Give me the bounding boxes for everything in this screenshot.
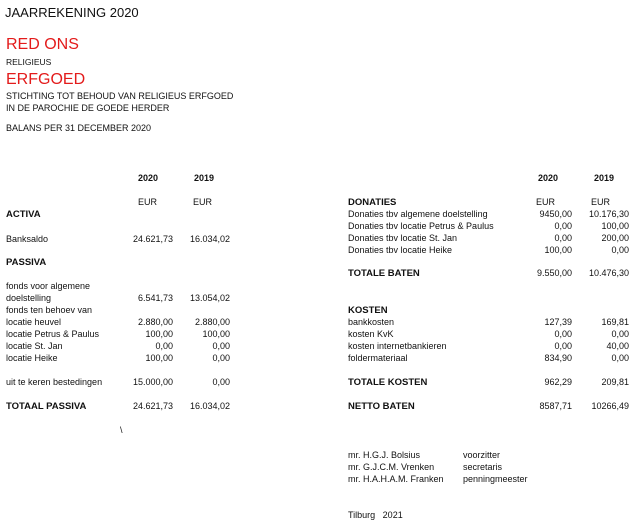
total-costs-label: TOTALE KOSTEN bbox=[348, 377, 428, 388]
spend-2020: 15.000,00 bbox=[132, 377, 173, 387]
board-member-role: secretaris bbox=[463, 462, 503, 472]
cost-row-2019: 0,00 bbox=[611, 353, 629, 363]
balance-currency-2019: EUR bbox=[193, 197, 213, 207]
cost-row-2020: 0,00 bbox=[554, 329, 572, 339]
donation-row-label: Donaties tbv locatie Heike bbox=[348, 245, 453, 255]
cost-row-2019: 169,81 bbox=[601, 317, 629, 327]
cost-row-2019: 0,00 bbox=[611, 329, 629, 339]
cost-row-label: bankkosten bbox=[348, 317, 395, 327]
banksaldo-label: Banksaldo bbox=[6, 234, 49, 244]
balance-year-2019-header: 2019 bbox=[193, 173, 214, 183]
logo-line-religieus: RELIGIEUS bbox=[6, 57, 52, 67]
income-year-2020-header: 2020 bbox=[537, 173, 558, 183]
passiva-row-2020: 2.880,00 bbox=[137, 317, 173, 327]
balance-currency-2020: EUR bbox=[138, 197, 158, 207]
passiva-row-2019: 0,00 bbox=[212, 353, 230, 363]
passiva-row-label: locatie Heike bbox=[6, 353, 58, 363]
board-member-name: mr. G.J.C.M. Vrenken bbox=[348, 462, 435, 472]
balance-year-2020-header: 2020 bbox=[137, 173, 158, 183]
passiva-row-2020: 100,00 bbox=[145, 329, 173, 339]
board-member-name: mr. H.A.H.A.M. Franken bbox=[348, 474, 444, 484]
donation-row-label: Donaties tbv locatie Petrus & Paulus bbox=[348, 221, 494, 231]
fund-general-label-line2: doelstelling bbox=[6, 293, 52, 303]
foundation-name-line1: STICHTING TOT BEHOUD VAN RELIGIEUS ERFGOED bbox=[6, 91, 234, 101]
foundation-name-line2: IN DE PAROCHIE DE GOEDE HERDER bbox=[6, 103, 170, 113]
banksaldo-2020: 24.621,73 bbox=[132, 234, 173, 244]
passiva-row-2019: 2.880,00 bbox=[194, 317, 230, 327]
income-currency-2019: EUR bbox=[591, 197, 611, 207]
donations-heading: DONATIES bbox=[348, 197, 397, 208]
cost-row-2020: 0,00 bbox=[554, 341, 572, 351]
donation-row-label: Donaties tbv algemene doelstelling bbox=[348, 209, 488, 219]
total-costs-2019: 209,81 bbox=[601, 377, 629, 387]
net-income-2019: 10266,49 bbox=[591, 401, 629, 411]
passiva-heading: PASSIVA bbox=[6, 257, 47, 268]
income-currency-2020: EUR bbox=[536, 197, 556, 207]
passiva-row-2020: 100,00 bbox=[145, 353, 173, 363]
donation-row-2019: 200,00 bbox=[601, 233, 629, 243]
stray-mark: \ bbox=[120, 425, 123, 435]
total-passiva-2019: 16.034,02 bbox=[189, 401, 230, 411]
total-passiva-label: TOTAAL PASSIVA bbox=[6, 401, 87, 412]
spend-2019: 0,00 bbox=[212, 377, 230, 387]
donation-row-2019: 100,00 bbox=[601, 221, 629, 231]
activa-heading: ACTIVA bbox=[6, 209, 41, 220]
costs-heading: KOSTEN bbox=[348, 305, 388, 316]
spend-label: uit te keren bestedingen bbox=[6, 377, 103, 387]
passiva-row-2019: 100,00 bbox=[202, 329, 230, 339]
donation-row-2020: 0,00 bbox=[554, 233, 572, 243]
total-income-label: TOTALE BATEN bbox=[348, 268, 420, 279]
fund-general-2019: 13.054,02 bbox=[189, 293, 230, 303]
document-title: JAARREKENING 2020 bbox=[5, 5, 139, 20]
cost-row-label: kosten KvK bbox=[348, 329, 394, 339]
donation-row-2019: 0,00 bbox=[611, 245, 629, 255]
board-member-role: penningmeester bbox=[463, 474, 528, 484]
banksaldo-2019: 16.034,02 bbox=[189, 234, 230, 244]
total-costs-2020: 962,29 bbox=[544, 377, 572, 387]
fund-locations-label: fonds ten behoev van bbox=[6, 305, 93, 315]
donation-row-2020: 9450,00 bbox=[539, 209, 572, 219]
donation-row-2020: 0,00 bbox=[554, 221, 572, 231]
cost-row-2020: 834,90 bbox=[544, 353, 572, 363]
logo-line-erfgoed: ERFGOED bbox=[6, 71, 86, 88]
balance-title: BALANS PER 31 DECEMBER 2020 bbox=[6, 123, 152, 133]
cost-row-label: foldermateriaal bbox=[348, 353, 408, 363]
passiva-row-2019: 0,00 bbox=[212, 341, 230, 351]
fund-general-2020: 6.541,73 bbox=[137, 293, 173, 303]
total-income-2020: 9.550,00 bbox=[536, 268, 572, 278]
total-passiva-2020: 24.621,73 bbox=[132, 401, 173, 411]
passiva-row-label: locatie St. Jan bbox=[6, 341, 63, 351]
donation-row-2019: 10.176,30 bbox=[588, 209, 629, 219]
passiva-row-label: locatie Petrus & Paulus bbox=[6, 329, 100, 339]
fund-general-label-line1: fonds voor algemene bbox=[6, 281, 91, 291]
passiva-row-label: locatie heuvel bbox=[6, 317, 62, 327]
cost-row-2019: 40,00 bbox=[606, 341, 629, 351]
cost-row-2020: 127,39 bbox=[544, 317, 572, 327]
donation-row-label: Donaties tbv locatie St. Jan bbox=[348, 233, 458, 243]
cost-row-label: kosten internetbankieren bbox=[348, 341, 447, 351]
board-member-role: voorzitter bbox=[463, 450, 501, 460]
total-income-2019: 10.476,30 bbox=[588, 268, 629, 278]
donation-row-2020: 100,00 bbox=[544, 245, 572, 255]
passiva-row-2020: 0,00 bbox=[155, 341, 173, 351]
logo-line-red-ons: RED ONS bbox=[6, 36, 79, 53]
place-and-date: Tilburg 2021 bbox=[348, 510, 403, 520]
income-year-2019-header: 2019 bbox=[593, 173, 614, 183]
net-income-label: NETTO BATEN bbox=[348, 401, 415, 412]
net-income-2020: 8587,71 bbox=[539, 401, 572, 411]
board-member-name: mr. H.G.J. Bolsius bbox=[348, 450, 421, 460]
